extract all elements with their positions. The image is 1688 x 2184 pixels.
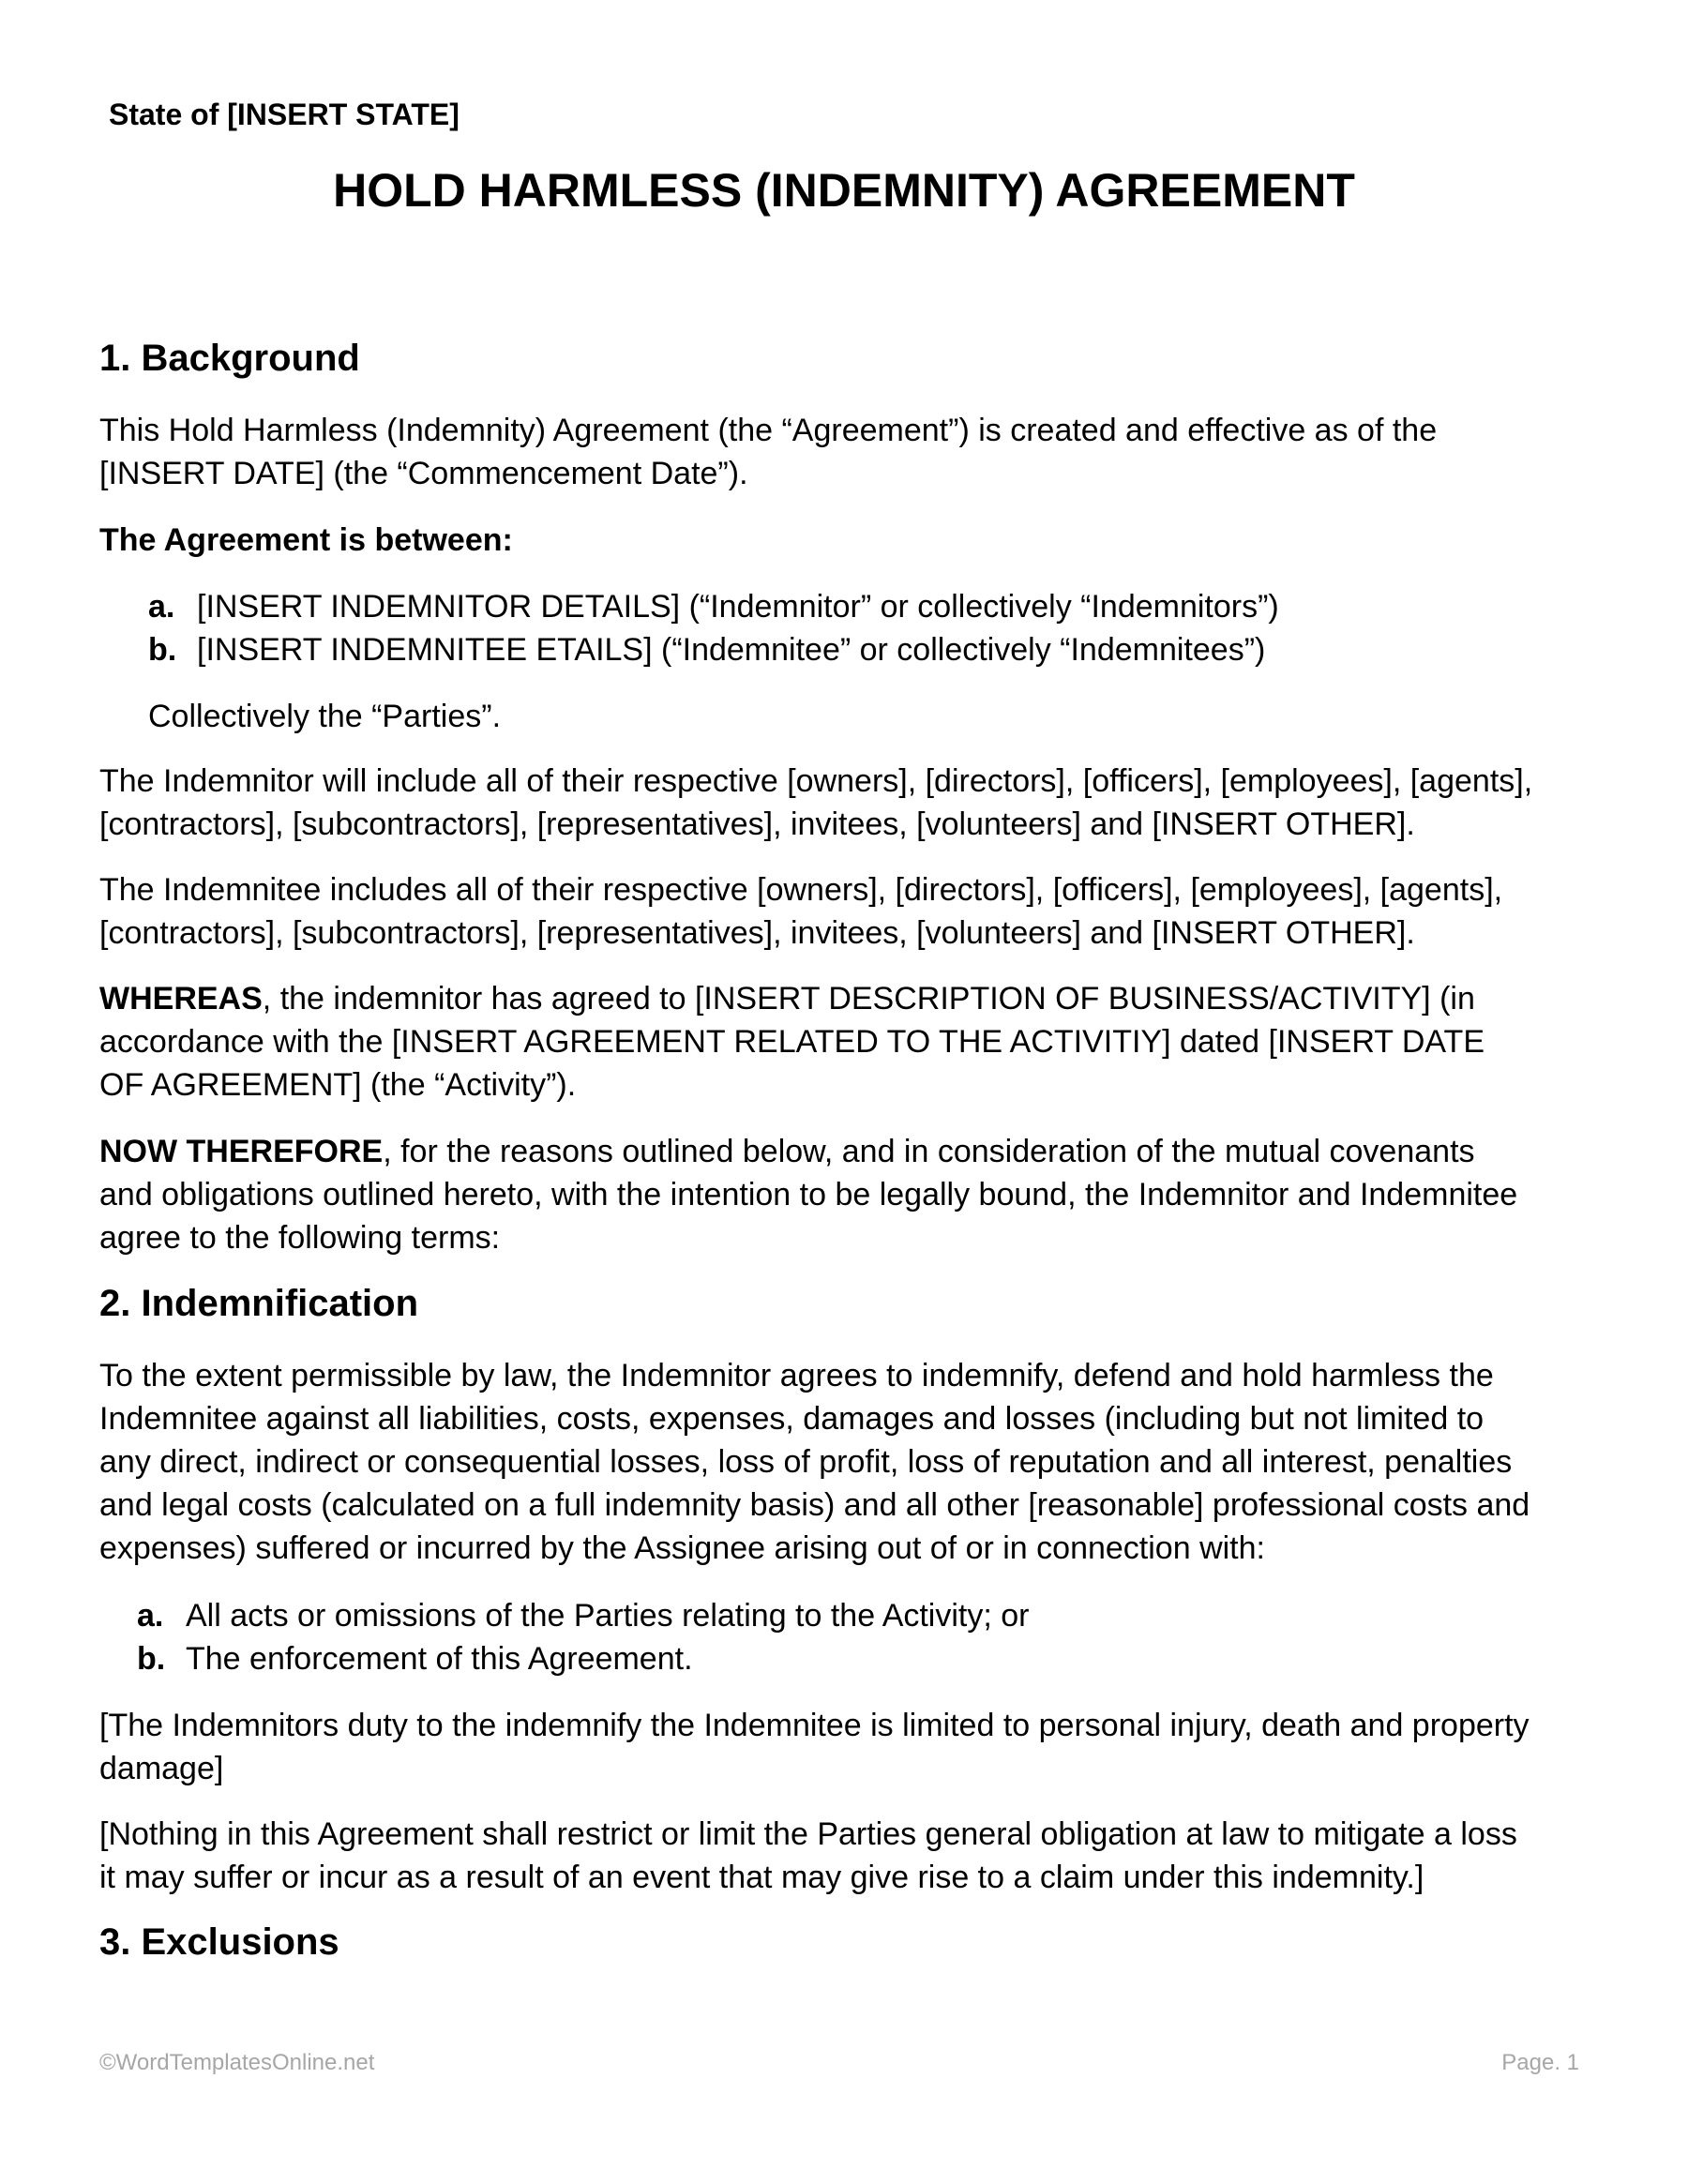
- indemnitee-paragraph: [99, 868, 1600, 955]
- paragraph-line: and legal costs (calculated on a full indemnity basis) and all other [reasonable] professional costs and: [99, 1487, 1530, 1523]
- paragraph-line: The Indemnitor will include all of their respective [owners], [directors], [officers], [employees], [agents],: [99, 763, 1533, 799]
- footer-page-number: Page. 1: [1501, 2050, 1579, 2075]
- paragraph-line: OF AGREEMENT] (the “Activity”).: [99, 1067, 577, 1103]
- section-heading-background: 1. Background: [99, 338, 360, 379]
- paragraph-line: [contractors], [subcontractors], [representatives], invitees, [volunteers] and [INSERT OTHER].: [99, 806, 1415, 842]
- state-line: State of [INSERT STATE]: [109, 98, 460, 131]
- between-label: The Agreement is between:: [99, 522, 513, 558]
- intro-paragraph: [99, 409, 1600, 495]
- duty-paragraph: [99, 1704, 1600, 1790]
- list-item-text: [INSERT INDEMNITEE ETAILS] (“Indemnitee” or collectively “Indemnitees”): [197, 632, 1266, 668]
- paragraph-line: [INSERT DATE] (the “Commencement Date”).: [99, 456, 748, 491]
- paragraph-line: agree to the following terms:: [99, 1220, 501, 1256]
- paragraph-line: expenses) suffered or incurred by the Assignee arising out of or in connection with:: [99, 1530, 1265, 1566]
- now-therefore-paragraph: [99, 1130, 1600, 1259]
- document-title: HOLD HARMLESS (INDEMNITY) AGREEMENT: [333, 164, 1355, 217]
- paragraph-line: any direct, indirect or consequential losses, loss of profit, loss of reputation and all interest, penalties: [99, 1444, 1513, 1480]
- collectively-line: Collectively the “Parties”.: [148, 699, 502, 734]
- paragraph-line: This Hold Harmless (Indemnity) Agreement (the “Agreement”) is created and effective as of the: [99, 413, 1438, 448]
- whereas-paragraph: [99, 977, 1600, 1107]
- section-heading-indemnification: 2. Indemnification: [99, 1283, 419, 1324]
- paragraph-line: , the indemnitor has agreed to [INSERT DESCRIPTION OF BUSINESS/ACTIVITY] (in: [262, 981, 1475, 1017]
- indemnification-paragraph: [99, 1354, 1600, 1570]
- list-item: [148, 628, 1279, 671]
- list-item: [137, 1637, 1030, 1680]
- paragraph-line: and obligations outlined hereto, with the intention to be legally bound, the Indemnitor and Indemnitee: [99, 1177, 1518, 1212]
- list-item-text: The enforcement of this Agreement.: [186, 1641, 693, 1677]
- paragraph-line: accordance with the [INSERT AGREEMENT RELATED TO THE ACTIVITIY] dated [INSERT DATE: [99, 1024, 1485, 1060]
- list-item-text: All acts or omissions of the Parties relating to the Activity; or: [186, 1598, 1030, 1634]
- list-marker: a.: [137, 1598, 164, 1634]
- whereas-keyword: WHEREAS: [99, 981, 263, 1017]
- parties-list: [148, 585, 1279, 671]
- paragraph-line: [The Indemnitors duty to the indemnify the Indemnitee is limited to personal injury, death and property: [99, 1708, 1530, 1743]
- list-item: [137, 1594, 1030, 1637]
- indemnitor-paragraph: [99, 760, 1600, 846]
- paragraph-line: it may suffer or incur as a result of an event that may give rise to a claim under this indemnity.]: [99, 1860, 1424, 1895]
- now-therefore-keyword: NOW THEREFORE: [99, 1134, 384, 1169]
- paragraph-line: , for the reasons outlined below, and in consideration of the mutual covenants: [383, 1134, 1475, 1169]
- paragraph-line: [contractors], [subcontractors], [representatives], invitees, [volunteers] and [INSERT OTHER].: [99, 915, 1415, 951]
- list-item-text: [INSERT INDEMNITOR DETAILS] (“Indemnitor” or collectively “Indemnitors”): [197, 589, 1279, 625]
- paragraph-line: The Indemnitee includes all of their respective [owners], [directors], [officers], [employees], [agents],: [99, 872, 1503, 908]
- indemnification-list: [137, 1594, 1030, 1680]
- paragraph-line: [Nothing in this Agreement shall restrict or limit the Parties general obligation at law to mitigate a loss: [99, 1816, 1517, 1852]
- section-heading-exclusions: 3. Exclusions: [99, 1921, 339, 1963]
- list-marker: a.: [148, 589, 175, 625]
- list-marker: b.: [137, 1641, 166, 1677]
- nothing-paragraph: [99, 1813, 1600, 1899]
- paragraph-line: To the extent permissible by law, the Indemnitor agrees to indemnify, defend and hold harmless the: [99, 1358, 1494, 1393]
- footer-copyright: ©WordTemplatesOnline.net: [99, 2050, 375, 2075]
- paragraph-line: Indemnitee against all liabilities, costs, expenses, damages and losses (including but not limited to: [99, 1401, 1485, 1437]
- list-item: [148, 585, 1279, 628]
- paragraph-line: damage]: [99, 1751, 224, 1786]
- list-marker: b.: [148, 632, 177, 668]
